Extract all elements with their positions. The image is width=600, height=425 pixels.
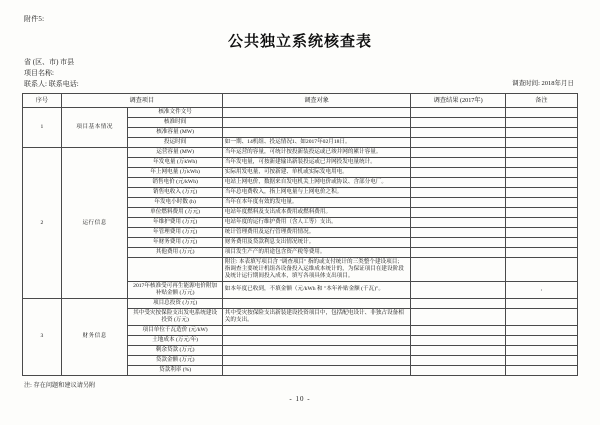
row-object: 其中受灾按保险支出新装建设投资项目中，包括配电设计、非独占设备相关的支出。 bbox=[222, 308, 411, 325]
row-result[interactable] bbox=[411, 198, 505, 208]
row-remark[interactable] bbox=[505, 355, 577, 365]
row-item: 单位燃料费用 (万元) bbox=[128, 208, 222, 218]
row-result[interactable] bbox=[411, 282, 505, 299]
row-item: 核准容量 (MW) bbox=[128, 128, 222, 138]
meta-line-contact: 联系人: 联系电话: bbox=[24, 79, 79, 88]
row-item: 投运时间 bbox=[128, 138, 222, 148]
header-remark: 备注 bbox=[505, 93, 577, 108]
row-item: 项目单位千瓦造价 (元/kW) bbox=[128, 325, 222, 335]
row-item: 剩余贷款 (万元) bbox=[128, 345, 222, 355]
row-item: 其他费用 (万元) bbox=[128, 248, 222, 258]
row-remark[interactable]: , bbox=[505, 282, 577, 299]
row-item: 贷款金额 (万元) bbox=[128, 355, 222, 365]
row-result[interactable] bbox=[411, 148, 505, 158]
row-object: 电站上网电价，数据来自发电机关上网电价或协议、含部分电厂。 bbox=[222, 178, 411, 188]
survey-date: 调查时间: 2018年月日 bbox=[512, 80, 574, 88]
row-object: 当年发电量，可按新建输出新装投运或已并网投发电量统计。 bbox=[222, 158, 411, 168]
row-remark[interactable] bbox=[505, 298, 577, 308]
row-item: 核准时间 bbox=[128, 118, 222, 128]
row-remark[interactable] bbox=[505, 168, 577, 178]
row-item: 运营容量 (MW) bbox=[128, 148, 222, 158]
table-body bbox=[23, 108, 578, 376]
row-object bbox=[222, 345, 411, 355]
row-item: 年财务费用 (万元) bbox=[128, 238, 222, 248]
section-category: 项目基本情况 bbox=[61, 108, 128, 148]
header-seq: 序号 bbox=[23, 93, 62, 108]
table-row bbox=[23, 148, 578, 158]
row-object bbox=[222, 298, 411, 308]
row-result[interactable] bbox=[411, 188, 505, 198]
row-remark[interactable] bbox=[505, 138, 577, 148]
row-item: 年上网电量 (万kWh) bbox=[128, 168, 222, 178]
row-object bbox=[222, 335, 411, 345]
page-title: 公共独立系统核查表 bbox=[227, 34, 372, 50]
section-seq: 3 bbox=[23, 298, 62, 375]
row-object bbox=[222, 325, 411, 335]
row-object: 当年总电费收入，指上网电量与上网电价之积。 bbox=[222, 188, 411, 198]
survey-table bbox=[22, 93, 578, 376]
row-remark[interactable] bbox=[505, 335, 577, 345]
row-result[interactable] bbox=[411, 345, 505, 355]
row-result[interactable] bbox=[411, 108, 505, 118]
row-object bbox=[222, 128, 411, 138]
row-object: 当年在本年度有效的发电量。 bbox=[222, 198, 411, 208]
row-item bbox=[128, 258, 222, 282]
row-remark[interactable] bbox=[505, 345, 577, 355]
row-result[interactable] bbox=[411, 308, 505, 325]
row-remark[interactable] bbox=[505, 128, 577, 138]
table-header-row bbox=[23, 93, 578, 108]
row-item: 年维护费用 (万元) bbox=[128, 218, 222, 228]
row-result[interactable] bbox=[411, 248, 505, 258]
row-result[interactable] bbox=[411, 325, 505, 335]
row-result[interactable] bbox=[411, 158, 505, 168]
row-object: 统计管理费用及运行管理费用情况。 bbox=[222, 228, 411, 238]
section-seq: 2 bbox=[23, 148, 62, 299]
row-result[interactable] bbox=[411, 355, 505, 365]
row-result[interactable] bbox=[411, 178, 505, 188]
row-result[interactable] bbox=[411, 128, 505, 138]
row-object: 如本年度已收到，不填金额（元/kWh 和 "本年补贴金额 (千瓦)"。 bbox=[222, 282, 411, 299]
row-result[interactable] bbox=[411, 208, 505, 218]
row-object: 实际用发电量，可按新建、单机或实际发电用电。 bbox=[222, 168, 411, 178]
row-remark[interactable] bbox=[505, 198, 577, 208]
row-object: 项目发生产产的用途包含资产税等费用。 bbox=[222, 248, 411, 258]
row-object bbox=[222, 355, 411, 365]
section-category: 财务信息 bbox=[61, 298, 128, 375]
row-remark[interactable] bbox=[505, 238, 577, 248]
row-result[interactable] bbox=[411, 228, 505, 238]
header-result: 调查结果 (2017年) bbox=[411, 93, 505, 108]
row-remark[interactable] bbox=[505, 208, 577, 218]
row-remark[interactable] bbox=[505, 365, 577, 375]
row-remark[interactable] bbox=[505, 108, 577, 118]
row-result[interactable] bbox=[411, 365, 505, 375]
row-item: 土地成本 (万元/年) bbox=[128, 335, 222, 345]
row-item: 年发电量 (万kWh) bbox=[128, 158, 222, 168]
row-object bbox=[222, 365, 411, 375]
table-row bbox=[23, 108, 578, 118]
row-object bbox=[222, 118, 411, 128]
row-object: 财务费用及贷款利息支出情况统计。 bbox=[222, 238, 411, 248]
row-remark[interactable] bbox=[505, 178, 577, 188]
meta-line-province: 省 (区、市) 市县 bbox=[24, 58, 75, 66]
meta-block bbox=[24, 57, 578, 90]
header-object: 调查对象 bbox=[222, 93, 411, 108]
row-object: 电站年度燃料及支出成本费用或燃料费用。 bbox=[222, 208, 411, 218]
row-result[interactable] bbox=[411, 138, 505, 148]
row-result[interactable] bbox=[411, 168, 505, 178]
row-result[interactable] bbox=[411, 258, 505, 282]
row-item: 年管理费用 (万元) bbox=[128, 228, 222, 238]
table-row bbox=[23, 298, 578, 308]
row-result[interactable] bbox=[411, 238, 505, 248]
page-number: - 10 - bbox=[289, 394, 311, 403]
row-item: 核准文件文号 bbox=[128, 108, 222, 118]
row-remark[interactable] bbox=[505, 158, 577, 168]
row-remark[interactable] bbox=[505, 218, 577, 228]
row-item: 2017年核准受可再生能源电价附加补贴金额 (万元) bbox=[128, 282, 222, 299]
row-remark[interactable] bbox=[505, 308, 577, 325]
row-object: 电站年度的运行维护费用（含人工等）支出。 bbox=[222, 218, 411, 228]
row-object: 附注: 本表填写项目含 "调查项目" 指的或支付统计的三类整个建设项目；指调查主要统计机组各设备投入运维成本统计的，为保证项目在建设阶段及统计运行期间投入成本，填写各项具体支出项目。 bbox=[222, 258, 411, 282]
row-item: 年发电小时数 (h) bbox=[128, 198, 222, 208]
row-item: 销售电价 (元/kWh) bbox=[128, 178, 222, 188]
section-seq: 1 bbox=[23, 108, 62, 148]
row-remark[interactable] bbox=[505, 258, 577, 282]
row-remark[interactable] bbox=[505, 228, 577, 238]
meta-line-project-name: 项目名称: bbox=[24, 68, 54, 77]
row-item: 贷款利率 (%) bbox=[128, 365, 222, 375]
row-remark[interactable] bbox=[505, 325, 577, 335]
row-item: 其中受灾按保险支出发电系统建设投资 (万元) bbox=[128, 308, 222, 325]
row-result[interactable] bbox=[411, 298, 505, 308]
row-result[interactable] bbox=[411, 118, 505, 128]
row-result[interactable] bbox=[411, 335, 505, 345]
row-remark[interactable] bbox=[505, 188, 577, 198]
row-remark[interactable] bbox=[505, 148, 577, 158]
row-result[interactable] bbox=[411, 218, 505, 228]
attachment-label: 附件5: bbox=[24, 15, 45, 23]
row-item: 项目总投资 (万元) bbox=[128, 298, 222, 308]
header-category: 调查项目 bbox=[61, 93, 222, 108]
row-object: 如一期、14机组、投运情况1、如2017年02月18日。 bbox=[222, 138, 411, 148]
row-object: 当年运营的容量，可统计按投新装投运或已竣并网的累计容量。 bbox=[222, 148, 411, 158]
row-remark[interactable] bbox=[505, 118, 577, 128]
section-category: 运行信息 bbox=[61, 148, 128, 299]
footer-note: 注: 存在问题和建议请另附 bbox=[24, 381, 96, 389]
row-object bbox=[222, 108, 411, 118]
row-item: 销售电收入 (万元) bbox=[128, 188, 222, 198]
row-remark[interactable] bbox=[505, 248, 577, 258]
